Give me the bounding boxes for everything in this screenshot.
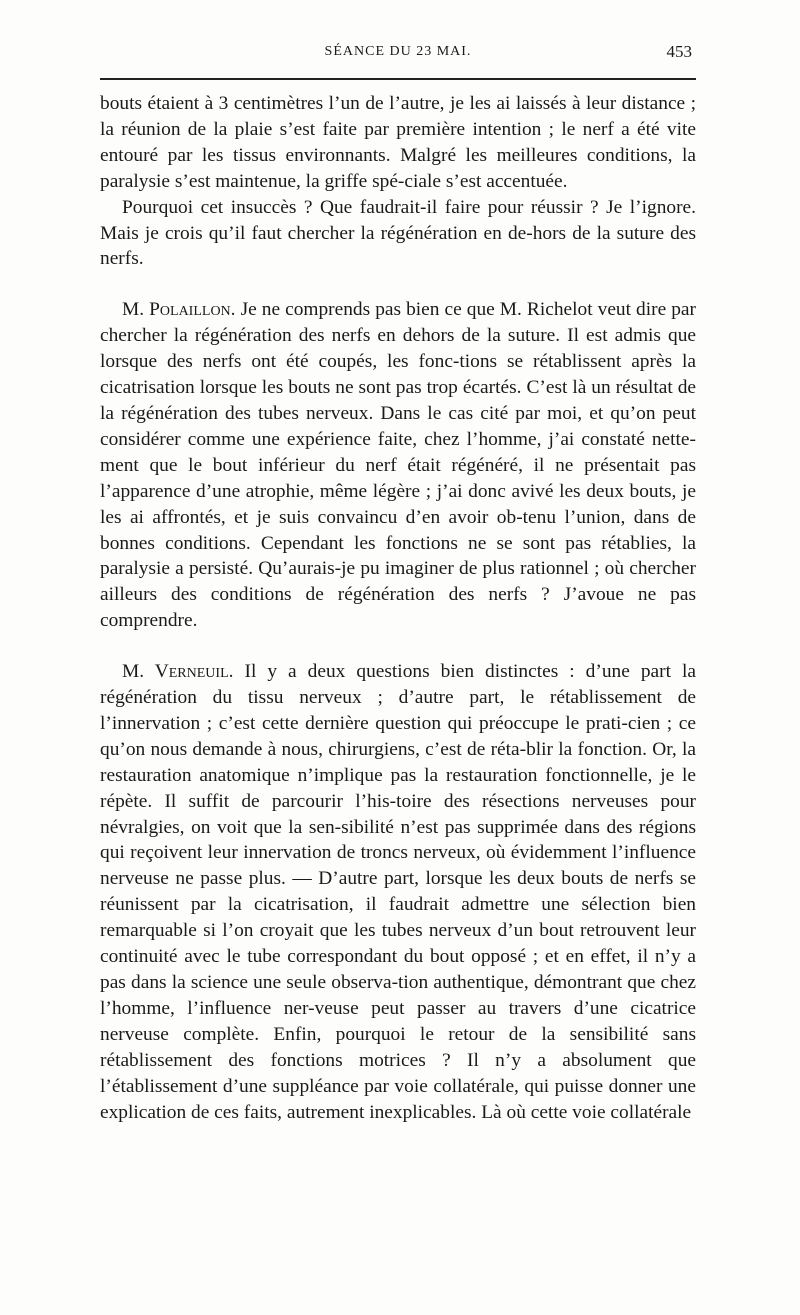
paragraph-verneuil xyxy=(100,659,696,1125)
header-rule xyxy=(100,78,696,80)
speaker-name: M. Polaillon. xyxy=(122,299,236,321)
paragraph-richelot-conclusion: Pourquoi cet insuccès ? Que faudrait-il faire pour réussir ? Je l’ignore. Mais je crois qu’il faut chercher la régénération en de-hors de la suture des nerfs. xyxy=(100,196,696,270)
paragraph-gap xyxy=(100,634,696,659)
speech-text: Il y a deux questions bien distinctes : d’une part la régénération du tissu nerveux ; d’autre part, le rétablissement de l’innervation ; c’est cette dernière question qui préoccupe le prati-cien ; ce qu’on nous demande à nous, chirurgiens, c’est de réta-blir la fonction. Or, la restauration anatomique n’implique pas la restauration fonctionnelle, je le répète. Il suffit de parcourir l’his-toire des résections nerveuses pour névralgies, on voit que la sen-sibilité n’est pas supprimée dans des régions qui reçoivent leur innervation de troncs nerveux, où évidemment l’influence nerveuse ne passe plus. — D’autre part, lorsque les deux bouts de nerfs se réunissent par la cicatrisation, il faudrait admettre une sélection bien remarquable si l’on croyait que les tubes nerveux d’un bout retrouvent leur continuité avec le tube correspondant du bout opposé ; et en effet, il n’y a pas dans la science une seule observa-tion authentique, démontrant que chez l’homme, l’influence ner-veuse peut passer au travers d’une cicatrice nerveuse complète. Enfin, pourquoi le retour de la sensibilité sans rétablissement des fonctions motrices ? Il n’y a absolument que l’établissement d’une suppléance par voie collatérale, qui puisse donner une explication de ces faits, autrement inexplicables. Là où cette voie collatérale xyxy=(100,661,696,1123)
paragraph-continuation: bouts étaient à 3 centimètres l’un de l’autre, je les ai laissés à leur distance ; la réunion de la plaie s’est faite par première intention ; le nerf a été vite entouré par les tissus environnants. Malgré les meilleures conditions, la paralysie s’est maintenue, la griffe spé-ciale s’est accentuée. xyxy=(100,93,696,192)
page-number: 453 xyxy=(666,42,692,61)
speaker-name: M. Verneuil. xyxy=(122,661,234,683)
paragraph-gap xyxy=(100,272,696,297)
speech-text: Je ne comprends pas bien ce que M. Richelot veut dire par chercher la régénération des nerfs en dehors de la suture. Il est admis que lorsque des nerfs ont été coupés, les fonc-tions se rétablissent après la cicatrisation lorsque les bouts ne sont pas trop écartés. C’est là un résultat de la régénération des tubes nerveux. Dans le cas cité par moi, et qu’on peut considérer comme une expérience faite, chez l’homme, j’ai constaté nette-ment que le bout inférieur du nerf était régénéré, il ne présentait pas l’apparence d’une atrophie, même légère ; j’ai donc avivé les deux bouts, je les ai affrontés, et je suis convaincu d’en avoir ob-tenu l’union, dans de bonnes conditions. Cependant les fonctions ne se sont pas rétablies, la paralysie a persisté. Qu’aurais-je pu imaginer de plus rationnel ; où chercher ailleurs des conditions de régénération des nerfs ? J’avoue ne pas comprendre. xyxy=(100,299,696,632)
running-title: SÉANCE DU 23 MAI. xyxy=(324,44,472,59)
body-text xyxy=(100,91,696,1125)
paragraph-polaillon xyxy=(100,297,696,634)
running-head xyxy=(100,40,696,70)
